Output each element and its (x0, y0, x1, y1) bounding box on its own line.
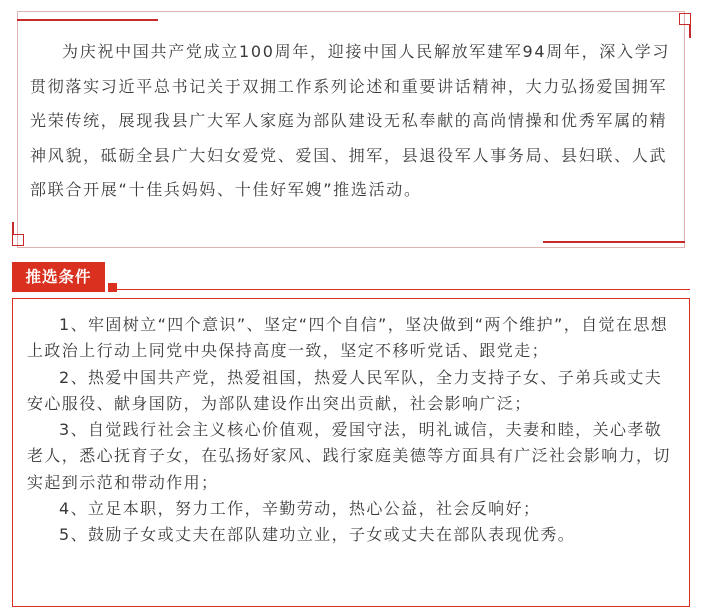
criteria-item-2: 2、热爱中国共产党，热爱祖国，热爱人民军队，全力支持子女、子弟兵或丈夫安心服役、献身国防，为部队建设作出突出贡献，社会影响广泛； (27, 367, 663, 413)
criteria-item-5: 5、鼓励子女或丈夫在部队建功立业，子女或丈夫在部队表现优秀。 (59, 525, 576, 545)
intro-paragraph: 为庆祝中国共产党成立100周年，迎接中国人民解放军建军94周年，深入学习贯彻落实习近平总书记关于双拥工作系列论述和重要讲话精神，大力弘扬爱国拥军光荣传统，展现我县广大军人家庭为部队建设无私奉献的高尚情操和优秀军属的精神风貌，砥砺全县广大妇女爱党、爱国、拥军，县退役军人事务局、县妇联、人武部联合开展“十佳兵妈妈、十佳好军嫂”推选活动。 (30, 42, 671, 199)
badge-square-ornament (108, 283, 117, 292)
top-right-corner-ornament (679, 13, 691, 25)
badge-underline (116, 289, 690, 290)
right-decor-line (689, 25, 691, 38)
criteria-frame (12, 298, 690, 607)
top-decor-line (17, 19, 158, 21)
criteria-item-1: 1、牢固树立“四个意识”、坚定“四个自信”，坚决做到“两个维护”，自觉在思想上政治上行动上同党中央保持高度一致，坚定不移听党话、跟党走； (27, 315, 669, 361)
criteria-item-4: 4、立足本职，努力工作，辛勤劳动，热心公益，社会反响好； (59, 499, 541, 519)
bottom-decor-line (543, 241, 685, 243)
left-decor-line (12, 222, 14, 235)
criteria-item-3: 3、自觉践行社会主义核心价值观，爱国守法，明礼诚信，夫妻和睦，关心孝敬老人，悉心抚育子女，在弘扬好家风、践行家庭美德等方面具有广泛社会影响力，切实起到示范和带动作用； (27, 420, 671, 492)
bottom-left-corner-ornament (12, 234, 24, 246)
section-title-badge: 推选条件 (12, 262, 105, 292)
criteria-list (27, 312, 677, 549)
intro-frame (17, 11, 685, 248)
